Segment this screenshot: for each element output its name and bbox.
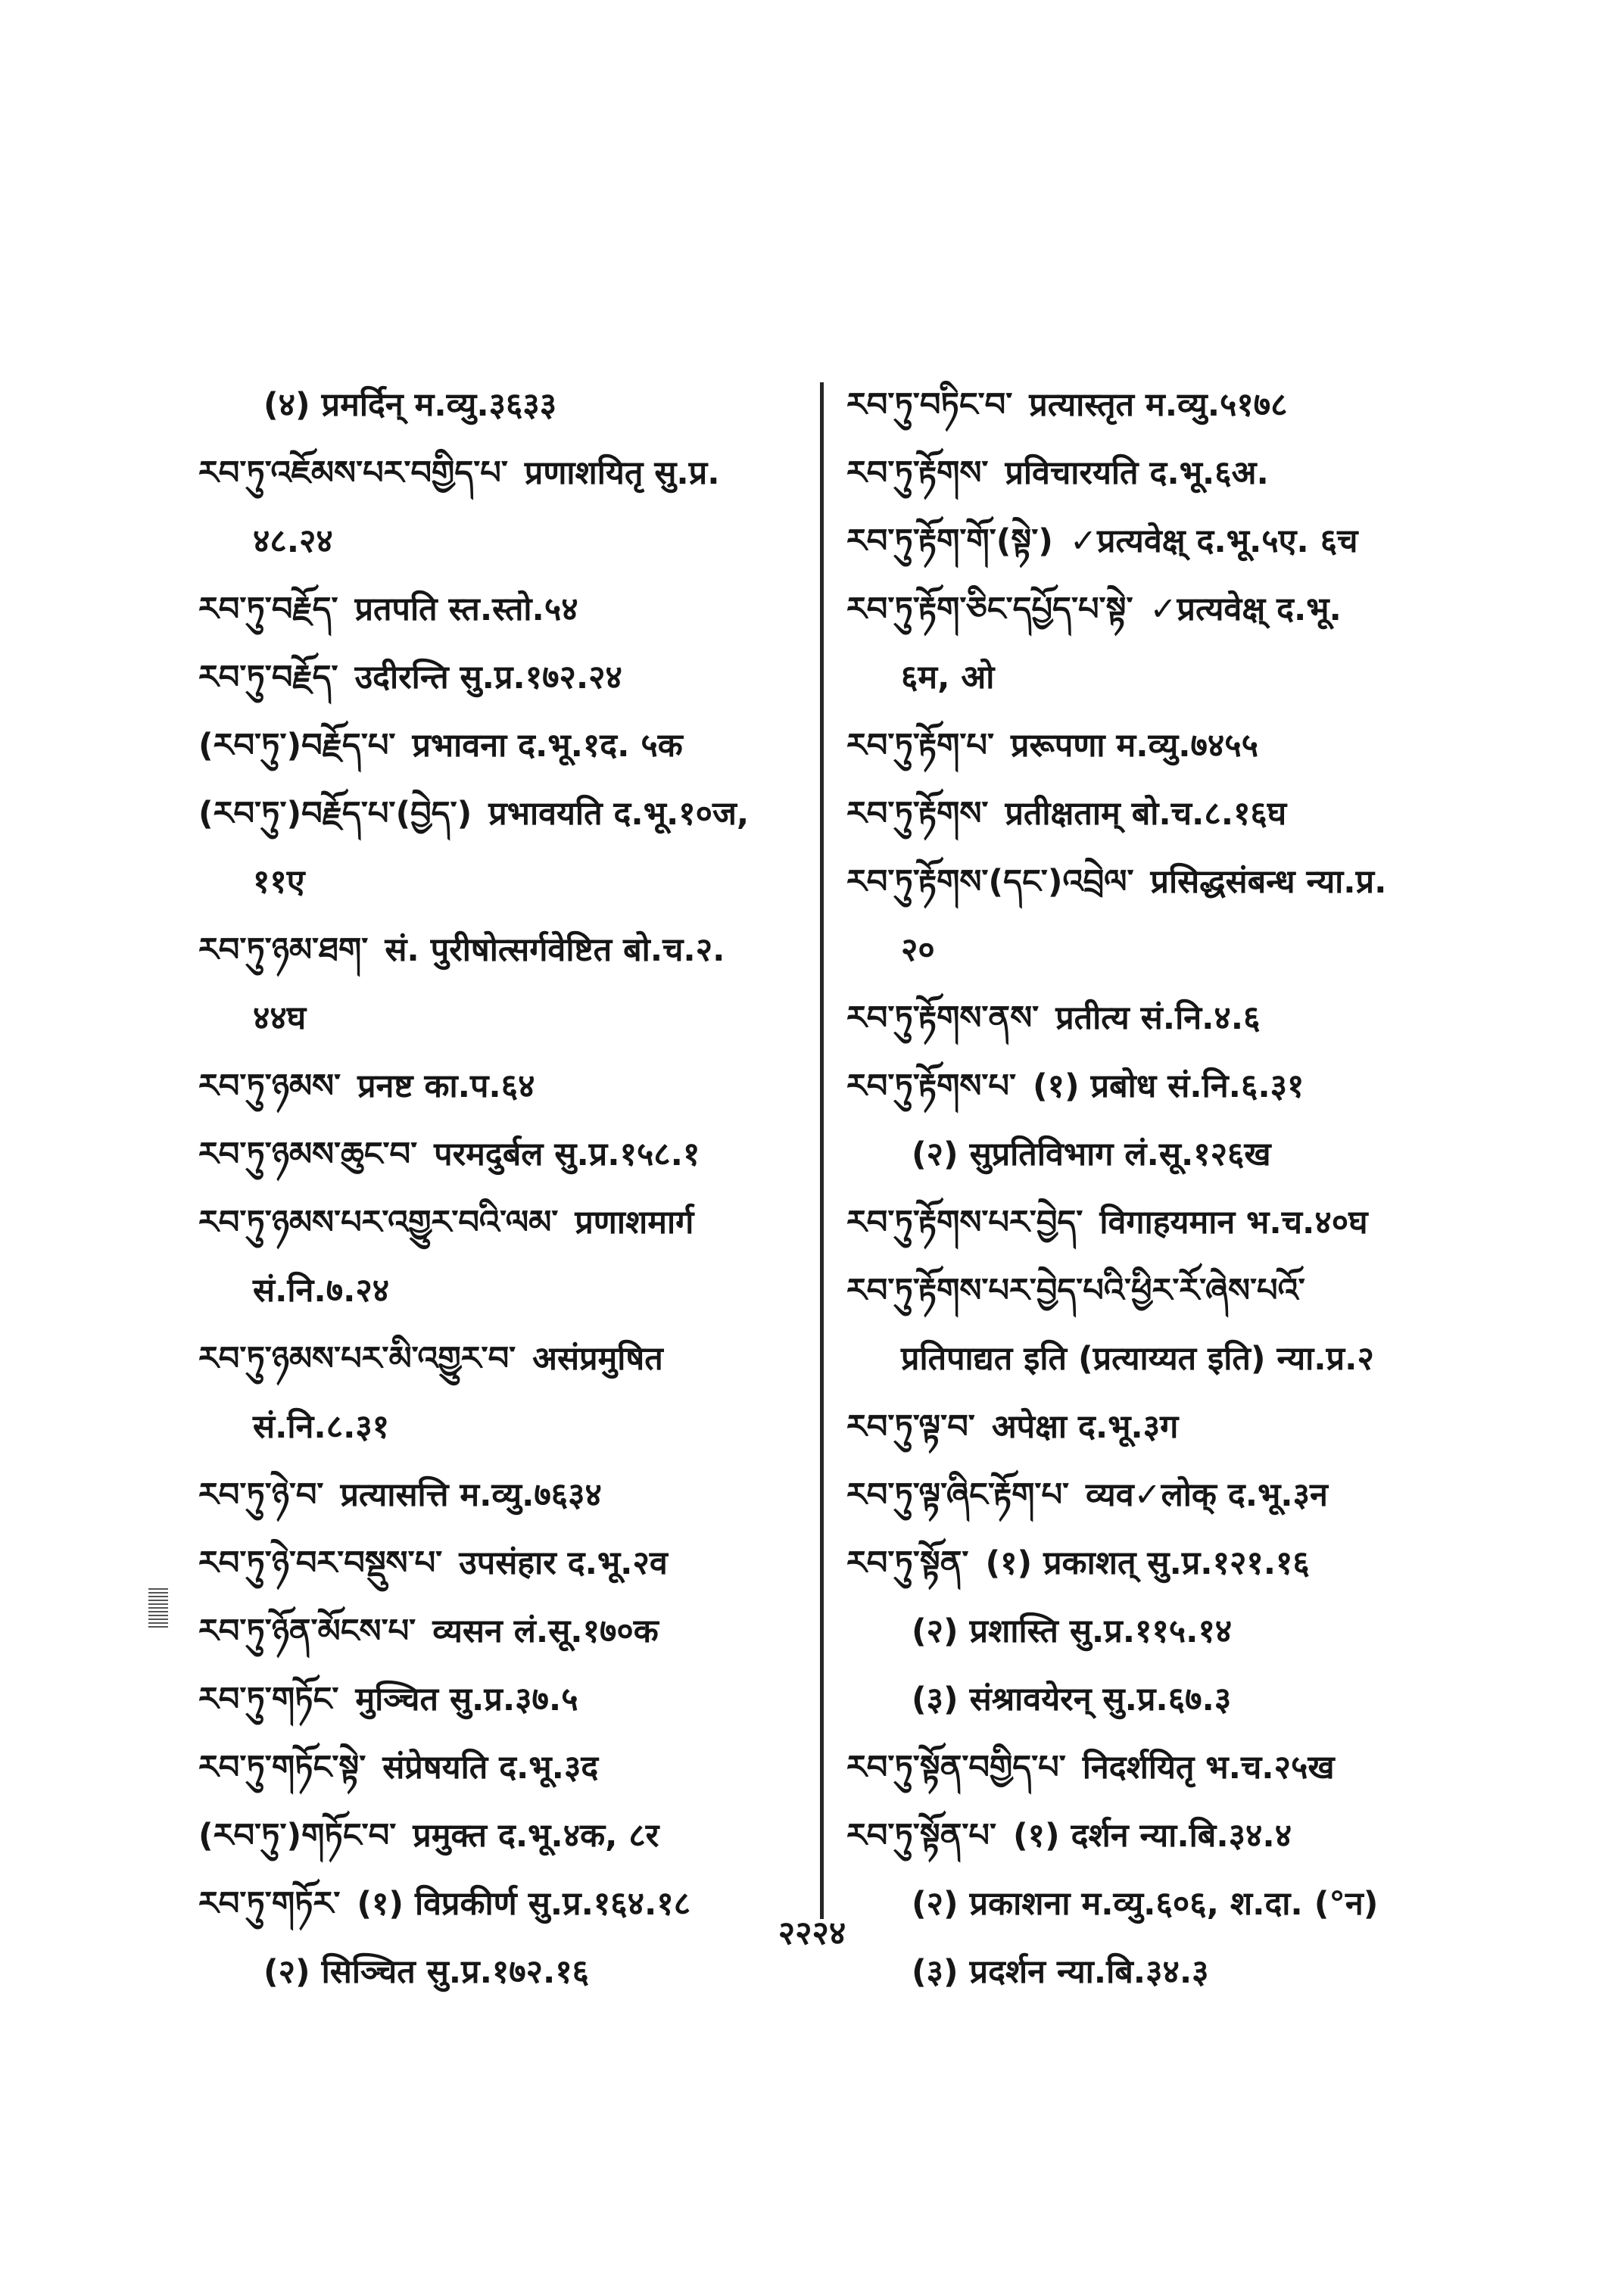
entry-gloss: प्रत्यासत्ति म.व्यु.७६३४ [340,1476,602,1514]
entry-headword: རབ་ཏུ་རྟོགས་པ་ [846,1067,1017,1105]
entry-headword: རབ་ཏུ་ཉམས་པར་མི་འགྱུར་བ་ [198,1340,516,1378]
entry-gloss: (१) प्रकाशत् सु.प्र.१२१.१६ [985,1544,1310,1582]
entry-gloss: (१) दर्शन न्या.बि.३४.४ [1013,1817,1292,1855]
entry-gloss: परमदुर्बल सु.प्र.१५८.१ [434,1136,700,1173]
entry-gloss: ✓प्रत्यवेक्ष् द.भू.५ए. ६च [1069,522,1358,560]
dictionary-entry [846,1802,1452,1870]
entry-headword: རབ་ཏུ་རྟོགས་ [846,795,989,833]
entry-gloss: प्रणाशयितृ सु.प्र. [524,454,720,492]
dictionary-entry [198,712,804,780]
entry-headword: རབ་ཏུ་གཏོང་ [198,1681,339,1718]
entry-gloss: व्यसन लं.सू.१७०क [432,1612,659,1650]
entry-gloss: (२) प्रकाशना म.व्यु.६०६, श.दा. (°न) [912,1885,1379,1923]
entry-gloss: असंप्रमुषित [532,1340,663,1378]
entry-gloss: (१) विप्रकीर्ण सु.प्र.१६४.१८ [357,1885,691,1923]
dictionary-entry [198,1665,804,1734]
dictionary-entry [846,1052,1452,1120]
entry-gloss: मुञ्चित सु.प्र.३७.५ [355,1681,578,1718]
dictionary-entry [198,643,804,712]
dictionary-entry [846,712,1452,780]
entry-gloss: प्रमुक्त द.भू.४क, ८र [413,1817,659,1855]
entry-headword: རབ་ཏུ་རྟོག་ཅིང་དཔྱོད་པ་སྟེ་ [846,590,1133,628]
dictionary-entry [198,916,804,1052]
entry-gloss: संप्रेषयति द.भू.३द [382,1749,599,1787]
entry-headword: རབ་ཏུ་གཏོང་སྟེ་ [198,1749,366,1787]
dictionary-entry [198,439,804,575]
entry-continuation: २० [901,931,935,969]
dictionary-entry [198,1597,804,1665]
entry-gloss: निदर्शयितृ भ.च.२५ख [1082,1749,1335,1787]
entry-gloss: विगाहयमान भ.च.४०घ [1099,1204,1368,1242]
dictionary-entry [846,371,1452,439]
entry-continuation: ६म, ओ [901,659,995,696]
entry-gloss: (१) प्रबोध सं.नि.६.३१ [1033,1067,1304,1105]
entry-headword: (རབ་ཏུ་)བརྗོད་པ་ [198,727,396,765]
entry-continuation: सं.नि.७.२४ [253,1272,390,1310]
entry-gloss: उदीरन्ति सु.प्र.१७२.२४ [354,659,622,696]
dictionary-entry [846,439,1452,507]
entry-headword: རབ་ཏུ་ཉེ་བ་ [198,1476,324,1514]
entry-gloss: प्रतपति स्त.स्तो.५४ [354,590,578,628]
entry-continuation: सं.नि.८.३१ [253,1408,390,1446]
entry-headword: རབ་ཏུ་བཏིང་བ་ [846,386,1013,424]
dictionary-entry [846,848,1452,984]
dictionary-entry [198,1802,804,1870]
entry-gloss: (३) संश्रावयेरन् सु.प्र.६७.३ [912,1681,1232,1718]
entry-headword: རབ་ཏུ་ཉོན་མོངས་པ་ [198,1612,416,1650]
entry-gloss: अपेक्षा द.भू.३ग [991,1408,1179,1446]
entry-gloss: प्रभावना द.भू.१द. ५क [412,727,683,765]
dictionary-entry [198,1189,804,1325]
entry-headword: རབ་ཏུ་ཉམས་ [198,1067,341,1105]
entry-gloss: प्रनष्ट का.प.६४ [357,1067,535,1105]
entry-headword: (རབ་ཏུ་)བརྗོད་པ་(བྱེད་) [198,795,472,833]
entry-continuation: प्रतिपाद्यत इति (प्रत्याय्यत इति) न्या.प्र.२ [901,1340,1374,1378]
entry-headword: རབ་ཏུ་བརྗོད་ [198,590,338,628]
entry-headword: རབ་ཏུ་བརྗོད་ [198,659,338,696]
entry-headword: རབ་ཏུ་རྟོགས་ [846,454,989,492]
dictionary-entry [846,1461,1452,1529]
entry-headword: རབ་ཏུ་ལྟ་བ་ [846,1408,975,1446]
left-column [198,371,804,2006]
entry-continuation: ४४घ [253,999,307,1037]
entry-headword: རབ་ཏུ་རྟོགས་པར་བྱེད་ [846,1204,1083,1242]
entry-gloss: (३) प्रदर्शन न्या.बि.३४.३ [912,1953,1209,1991]
entry-headword: རབ་ཏུ་ཉམས་ཆུང་བ་ [198,1136,418,1173]
margin-scan-mark [148,1588,168,1628]
entry-gloss: प्रविचारयति द.भू.६अ. [1005,454,1269,492]
entry-headword: རབ་ཏུ་རྟོགས་པར་བྱེད་པའི་ཕྱིར་རོ་ཞེས་པའོ་ [846,1272,1305,1310]
dictionary-entry [846,1189,1452,1257]
entry-gloss: (२) सिञ्चित सु.प्र.१७२.१६ [263,1953,590,1991]
entry-continuation: ४८.२४ [253,522,333,560]
dictionary-entry [846,1597,1452,1665]
entry-gloss: प्रतीक्षताम् बो.च.८.१६घ [1005,795,1287,833]
entry-headword: རབ་ཏུ་རྟོག་པ་ [846,727,995,765]
entry-headword: རབ་ཏུ་ཉམ་ཐག་ [198,931,369,969]
dictionary-entry [198,1325,804,1461]
right-column [846,371,1452,2006]
entry-gloss: सं. पुरीषोत्सर्गवेष्टित बो.च.२. [385,931,725,969]
entry-gloss: (४) प्रमर्दिन् म.व्यु.३६३३ [263,386,557,424]
entry-headword: རབ་ཏུ་ཉེ་བར་བསྡུས་པ་ [198,1544,443,1582]
dictionary-entry [846,1393,1452,1461]
entry-headword: རབ་ཏུ་ལྟ་ཞིང་རྟོག་པ་ [846,1476,1070,1514]
entry-headword: རབ་ཏུ་འཇོམས་པར་བགྱིད་པ་ [198,454,508,492]
entry-headword: རབ་ཏུ་སྟོན་པ་ [846,1817,997,1855]
entry-gloss: प्रतीत्य सं.नि.४.६ [1055,999,1261,1037]
dictionary-entry [846,575,1452,712]
dictionary-entry [198,1529,804,1597]
dictionary-entry [846,1120,1452,1189]
entry-headword: རབ་ཏུ་རྟོག་གོ་(སྟེ་) [846,522,1053,560]
page-number: २२२४ [778,1914,846,1952]
entry-gloss: उपसंहार द.भू.२व [459,1544,668,1582]
entry-gloss: ✓प्रत्यवेक्ष् द.भू. [1149,590,1342,628]
entry-headword: རབ་ཏུ་ཉམས་པར་འགྱུར་བའི་ལམ་ [198,1204,559,1242]
entry-gloss: (२) प्रशास्ति सु.प्र.११५.१४ [912,1612,1233,1650]
dictionary-entry [846,984,1452,1052]
dictionary-entry [846,780,1452,848]
entry-gloss: प्रभावयति द.भू.१०ज, [488,795,750,833]
entry-gloss: व्यव✓लोक् द.भू.३न [1086,1476,1328,1514]
entry-headword: རབ་ཏུ་རྟོགས་ནས་ [846,999,1040,1037]
dictionary-entry [846,1665,1452,1734]
entry-headword: (རབ་ཏུ་)གཏོང་བ་ [198,1817,397,1855]
entry-gloss: प्रत्यास्तृत म.व्यु.५१७८ [1029,386,1288,424]
entry-headword: རབ་ཏུ་གཏོར་ [198,1885,341,1923]
dictionary-entry [846,1529,1452,1597]
dictionary-entry [198,1461,804,1529]
dictionary-entry [198,1120,804,1189]
dictionary-entry [198,1734,804,1802]
entry-headword: རབ་ཏུ་སྟོན་ [846,1544,969,1582]
entry-headword: རབ་ཏུ་རྟོགས་(དང་)འབྲེལ་ [846,863,1134,901]
dictionary-entry [846,507,1452,575]
entry-gloss: प्रसिद्धसंबन्ध न्या.प्र. [1150,863,1387,901]
dictionary-entry [198,371,804,439]
dictionary-entry [198,780,804,916]
column-divider [820,382,824,1919]
entry-continuation: ११ए [253,863,305,901]
dictionary-entry [198,575,804,643]
dictionary-entry [846,1257,1452,1393]
dictionary-entry [198,1052,804,1120]
entry-headword: རབ་ཏུ་སྟོན་བགྱིད་པ་ [846,1749,1066,1787]
entry-gloss: प्रणाशमार्ग [575,1204,694,1242]
entry-gloss: (२) सुप्रतिविभाग लं.सू.१२६ख [912,1136,1271,1173]
dictionary-entry [846,1734,1452,1802]
entry-gloss: प्ररूपणा म.व्यु.७४५५ [1011,727,1258,765]
